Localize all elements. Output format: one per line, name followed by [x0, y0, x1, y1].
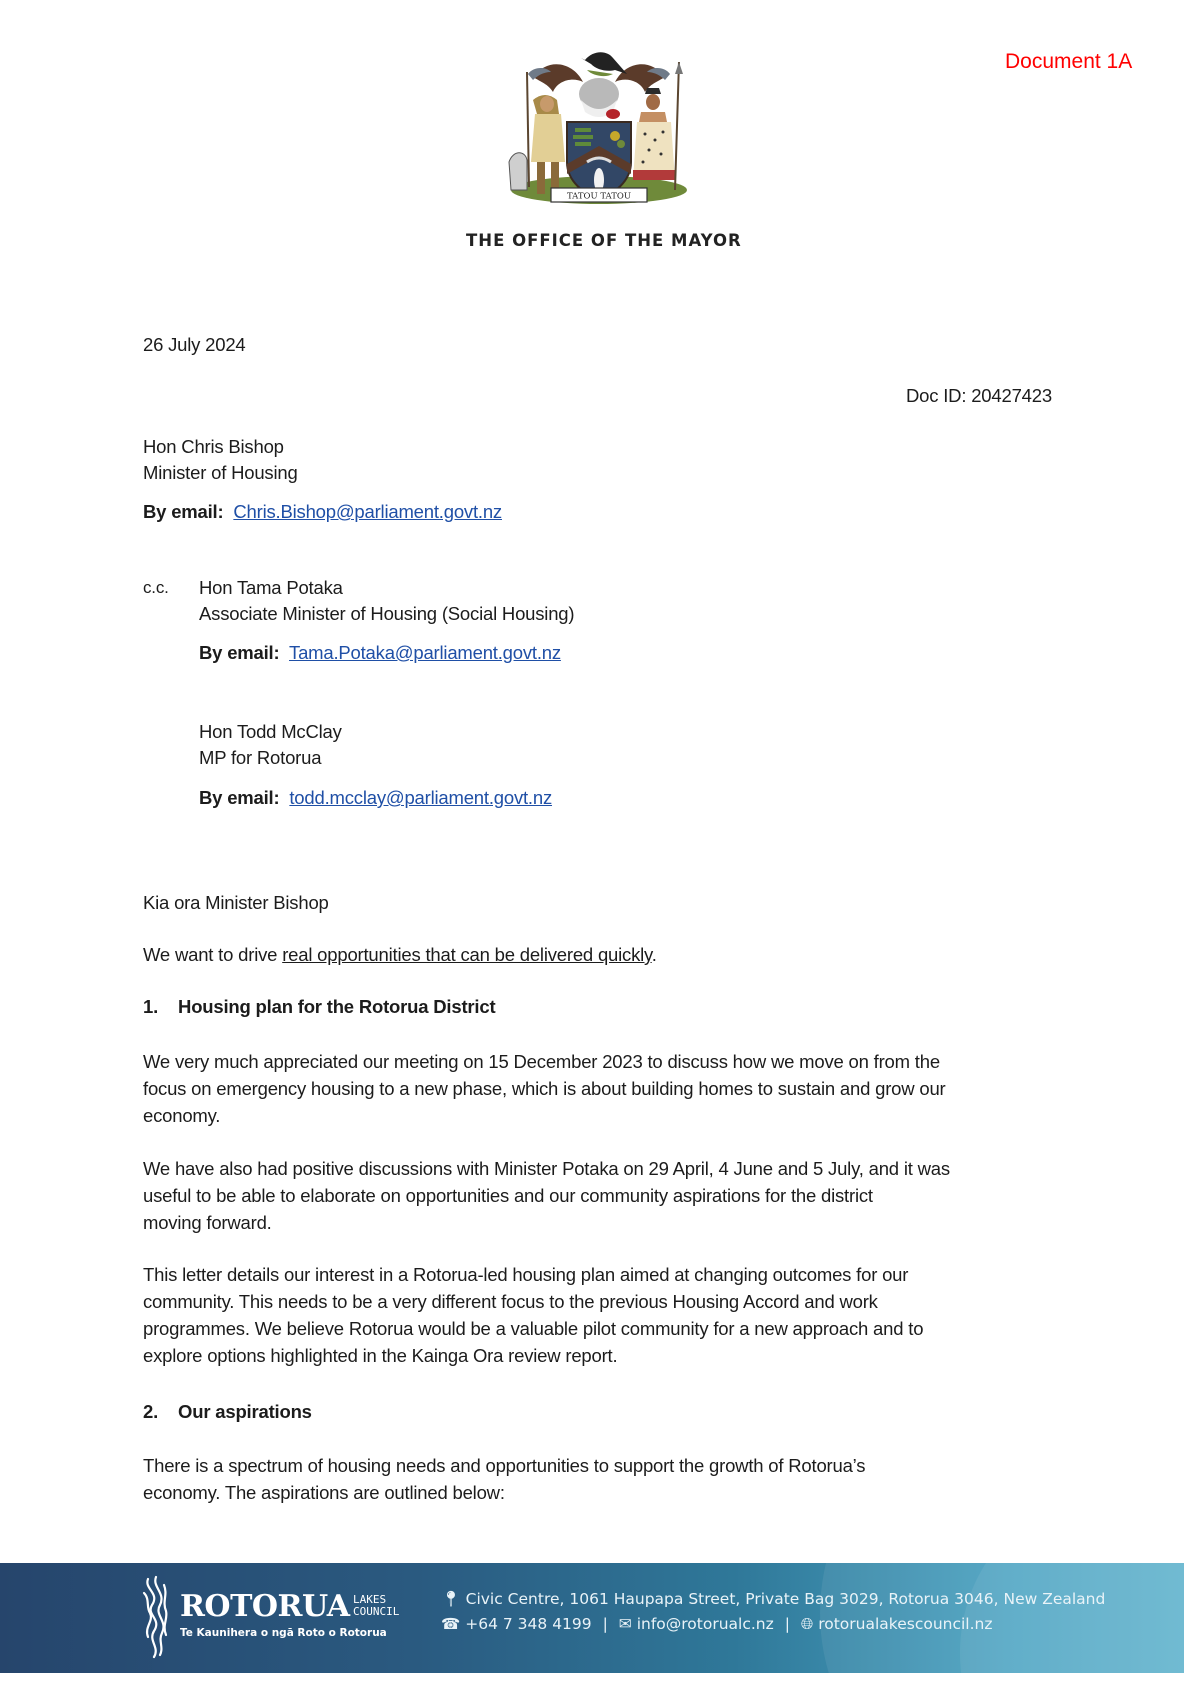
cc-recipient-name: Hon Tama Potaka [199, 577, 343, 598]
council-logo-icon [140, 1575, 170, 1661]
footer-address: Civic Centre, 1061 Haupapa Street, Private Bag 3029, Rotorua 3046, New Zealand [465, 1590, 1106, 1608]
salutation: Kia ora Minister Bishop [143, 892, 329, 913]
phone-icon: ☎ [441, 1615, 461, 1633]
section-title: Our aspirations [178, 1401, 312, 1422]
council-name: ROTORUA [180, 1589, 350, 1624]
footer-email[interactable]: info@rotorualc.nz [636, 1615, 774, 1633]
paragraph-line: economy. [143, 1105, 221, 1126]
intro-prefix: We want to drive [143, 944, 283, 965]
paragraph-line: explore options highlighted in the Kainga Ora review report. [143, 1345, 618, 1366]
section-title: Housing plan for the Rotorua District [178, 996, 496, 1017]
recipient-name: Hon Chris Bishop [143, 436, 284, 457]
recipient-email-link[interactable]: Chris.Bishop@parliament.govt.nz [233, 501, 502, 522]
cc-recipient-email-row [199, 787, 552, 809]
cc-email-link[interactable]: todd.mcclay@parliament.govt.nz [289, 787, 553, 808]
cc-label: c.c. [143, 578, 169, 597]
cc-recipient-name: Hon Todd McClay [199, 721, 342, 742]
cc-email-link[interactable]: Tama.Potaka@parliament.govt.nz [289, 642, 561, 663]
council-footer [0, 1563, 1184, 1673]
paragraph-line: focus on emergency housing to a new phase, which is about building homes to sustain and grow our [143, 1078, 946, 1099]
council-tagline: Te Kaunihera o ngā Roto o Rotorua [180, 1627, 387, 1639]
cc-recipient-title: Associate Minister of Housing (Social Housing) [199, 603, 575, 624]
council-suffix [353, 1594, 399, 1618]
section-heading [143, 996, 495, 1018]
cc-recipient-email-row [199, 642, 561, 664]
doc-id: Doc ID: 20427423 [906, 385, 1052, 406]
intro-emphasis: real opportunities that can be delivered quickly [282, 944, 652, 965]
paragraph-line: There is a spectrum of housing needs and opportunities to support the growth of Rotorua’s [143, 1455, 866, 1476]
email-label: By email: [199, 642, 280, 663]
council-suffix-lakes: LAKES [353, 1593, 387, 1606]
footer-address-row [441, 1590, 1105, 1608]
cc-recipient-title: MP for Rotorua [199, 747, 322, 768]
footer-contact-row [441, 1615, 993, 1634]
footer-separator: | [784, 1615, 790, 1633]
paragraph-line: We have also had positive discussions with Minister Potaka on 29 April, 4 June and 5 July, and it was [143, 1158, 950, 1179]
envelope-icon: ✉ [618, 1615, 632, 1633]
section-number: 1. [143, 996, 159, 1017]
globe-icon: 🌐︎ [800, 1615, 814, 1633]
crest-icon [503, 22, 695, 214]
paragraph-line: moving forward. [143, 1212, 272, 1233]
council-suffix-council: COUNCIL [353, 1605, 400, 1618]
recipient-title: Minister of Housing [143, 462, 298, 483]
paragraph-line: This letter details our interest in a Rotorua-led housing plan aimed at changing outcomes for our [143, 1264, 909, 1285]
section-heading [143, 1401, 312, 1423]
email-label: By email: [199, 787, 280, 808]
document-label: Document 1A [1005, 50, 1133, 73]
office-heading: THE OFFICE OF THE MAYOR [466, 231, 742, 250]
intro-suffix: . [651, 944, 657, 965]
letter-date: 26 July 2024 [143, 334, 246, 355]
crest-motto: TATOU TATOU [566, 191, 632, 202]
paragraph [143, 1155, 950, 1236]
intro-paragraph [143, 944, 657, 966]
footer-phone[interactable]: +64 7 348 4199 [465, 1615, 592, 1633]
paragraph [143, 1048, 946, 1129]
paragraph [143, 1261, 923, 1369]
paragraph [143, 1452, 865, 1506]
paragraph-line: programmes. We believe Rotorua would be a valuable pilot community for a new approach and to [143, 1318, 924, 1339]
recipient-email-row [143, 501, 502, 523]
footer-swirl-decoration [960, 1563, 1184, 1673]
email-label: By email: [143, 501, 224, 522]
paragraph-line: economy. The aspirations are outlined below: [143, 1482, 505, 1503]
paragraph-line: useful to be able to elaborate on opportunities and our community aspirations for the district [143, 1185, 873, 1206]
paragraph-line: community. This needs to be a very different focus to the previous Housing Accord and work [143, 1291, 878, 1312]
footer-website[interactable]: rotorualakescouncil.nz [818, 1615, 993, 1633]
section-number: 2. [143, 1401, 159, 1422]
coat-of-arms-crest [503, 22, 695, 214]
paragraph-line: We very much appreciated our meeting on 15 December 2023 to discuss how we move on from the [143, 1051, 940, 1072]
location-pin-icon: 📍︎ [441, 1590, 461, 1608]
footer-separator: | [602, 1615, 608, 1633]
